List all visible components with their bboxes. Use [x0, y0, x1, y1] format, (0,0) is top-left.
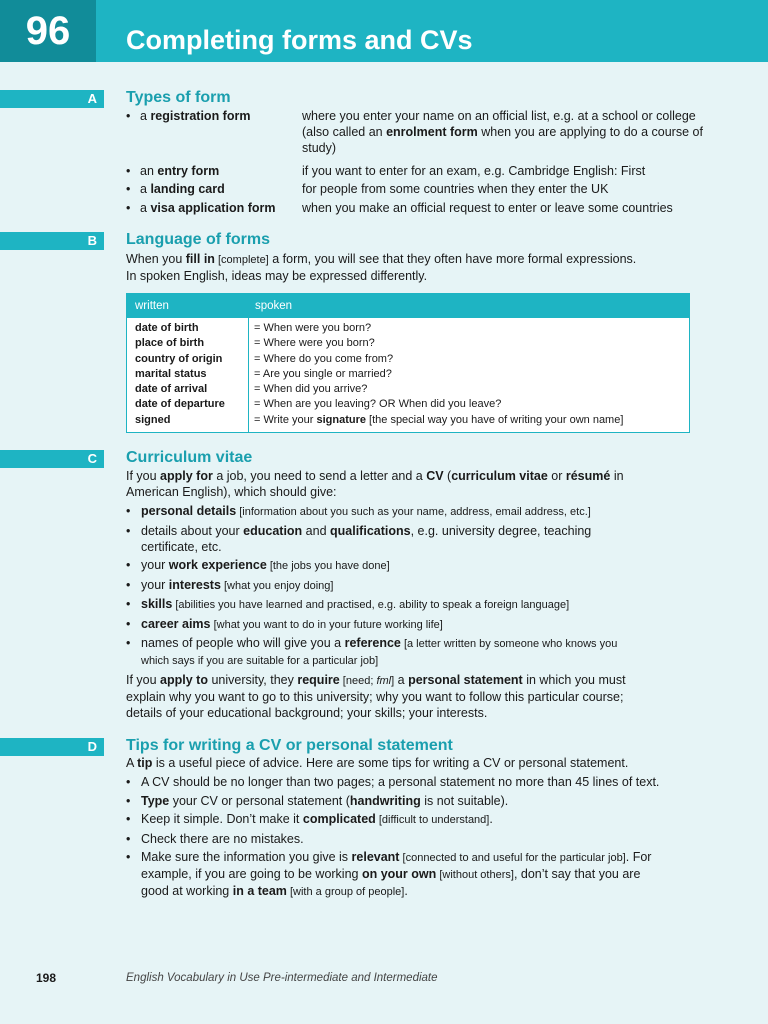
section-d-title: Tips for writing a CV or personal statement [126, 737, 453, 754]
bullet: • [126, 504, 131, 518]
section-a-title: Types of form [126, 89, 231, 106]
form-definition: for people from some countries when they enter the UK [302, 182, 609, 196]
bullet: • [126, 201, 131, 215]
written-cell: country of origin [135, 352, 223, 365]
cv-content-item: • details about your education and qualifications, e.g. university degree, teaching certificate, etc. [126, 523, 592, 554]
section-d-tab: D [0, 738, 104, 756]
cv-content-item: • names of people who will give you a reference [a letter written by someone who knows you which says if you are suitable for a particular job] [126, 636, 618, 667]
form-term: an entry form [140, 164, 220, 178]
spoken-cell: = When did you arrive? [254, 383, 368, 396]
cv-content-item: • your work experience [the jobs you have done] [126, 558, 390, 572]
bullet: • [126, 558, 131, 572]
bullet: • [126, 164, 131, 178]
table-row [127, 367, 689, 382]
table-row [127, 352, 689, 367]
unit-number: 96 [0, 0, 96, 62]
spoken-cell: = Write your signature [the special way you have of writing your own name] [254, 413, 624, 426]
cv-content-item: • your interests [what you enjoy doing] [126, 577, 334, 592]
form-term: a landing card [140, 182, 225, 196]
section-b-intro [126, 251, 706, 284]
cv-content-item: • career aims [what you want to do in your future working life] [126, 616, 443, 631]
written-cell: marital status [135, 367, 207, 380]
bullet: • [126, 850, 131, 864]
written-cell: date of birth [135, 322, 199, 334]
forms-language-table [126, 293, 690, 433]
bullet: • [126, 109, 131, 123]
written-cell: signed [135, 413, 171, 426]
bullet: • [126, 636, 131, 650]
bullet: • [126, 597, 131, 611]
tip-item: • Make sure the information you give is relevant [connected to and useful for the particular job]. For example, if you are going to be working on your own [without others], don’t say that you are good at working in a team [with a group of people]. [126, 850, 652, 898]
spoken-cell: = Are you single or married? [254, 367, 392, 380]
table-row [127, 382, 689, 397]
bullet: • [126, 523, 131, 538]
section-a-tab: A [0, 90, 104, 108]
section-c-intro: If you apply for a job, you need to send a letter and a CV (curriculum vitae or résumé in American English), which should give: [126, 469, 624, 499]
section-b-title: Language of forms [126, 231, 271, 248]
section-d-body [126, 755, 666, 903]
form-definition: if you want to enter for an exam, e.g. Cambridge English: First [302, 164, 646, 178]
page-number: 198 [36, 971, 57, 985]
header-spoken: spoken [255, 300, 293, 312]
section-c-body [126, 468, 646, 721]
intro-line: In spoken English, ideas may be expressed differently. [126, 269, 428, 283]
bullet: • [126, 812, 131, 826]
section-c-tab: C [0, 450, 104, 468]
form-definition: where you enter your name on an official list, e.g. at a school or college (also called an enrolment form when you are applying to do a course of study) [302, 109, 703, 155]
spoken-cell: = When were you born? [254, 322, 372, 334]
form-term: a visa application form [140, 201, 276, 215]
cv-content-item: • personal details [information about you such as your name, address, email address, etc.] [126, 504, 591, 518]
form-definition: when you make an official request to enter or leave some countries [302, 201, 673, 215]
intro-line: When you fill in [complete] a form, you will see that they often have more formal expressions. [126, 252, 637, 266]
table-header [127, 294, 689, 318]
header-written: written [135, 300, 169, 312]
book-title: English Vocabulary in Use Pre-intermediate and Intermediate [126, 972, 438, 984]
table-row [127, 321, 689, 336]
section-c-closing: If you apply to university, they require [need; fml] a personal statement in which you must explain why you want to go to this university; why you want to follow this particular course; details of your educational background; your skills; your interests. [126, 672, 626, 720]
table-row [127, 336, 689, 351]
tips-list [126, 774, 666, 900]
spoken-cell: = Where do you come from? [254, 352, 394, 365]
cv-contents-list [126, 503, 646, 669]
written-cell: place of birth [135, 337, 205, 350]
table-body [127, 318, 689, 428]
bullet: • [126, 831, 131, 846]
bullet: • [126, 182, 131, 196]
bullet: • [126, 793, 131, 808]
section-c-title: Curriculum vitae [126, 449, 253, 466]
section-b-tab: B [0, 232, 104, 250]
tip-item: • Keep it simple. Don’t make it complicated [difficult to understand]. [126, 812, 493, 826]
table-row [127, 397, 689, 412]
table-row [127, 413, 689, 428]
cv-content-item: • skills [abilities you have learned and practised, e.g. ability to speak a foreign language] [126, 597, 570, 611]
tip-item: • Type your CV or personal statement (handwriting is not suitable). [126, 793, 509, 808]
bullet: • [126, 577, 131, 592]
unit-header [0, 0, 768, 62]
section-d-intro: A tip is a useful piece of advice. Here are some tips for writing a CV or personal statement. [126, 756, 629, 770]
bullet: • [126, 775, 131, 789]
form-term: a registration form [140, 109, 251, 123]
bullet: • [126, 616, 131, 631]
spoken-cell: = Where were you born? [254, 337, 375, 350]
tip-item: • Check there are no mistakes. [126, 831, 304, 846]
written-cell: date of departure [135, 398, 225, 411]
spoken-cell: = When are you leaving? OR When did you leave? [254, 398, 502, 411]
page-title: Completing forms and CVs [126, 25, 473, 55]
tip-item: • A CV should be no longer than two pages; a personal statement no more than 45 lines of text. [126, 775, 660, 789]
written-cell: date of arrival [135, 383, 208, 396]
